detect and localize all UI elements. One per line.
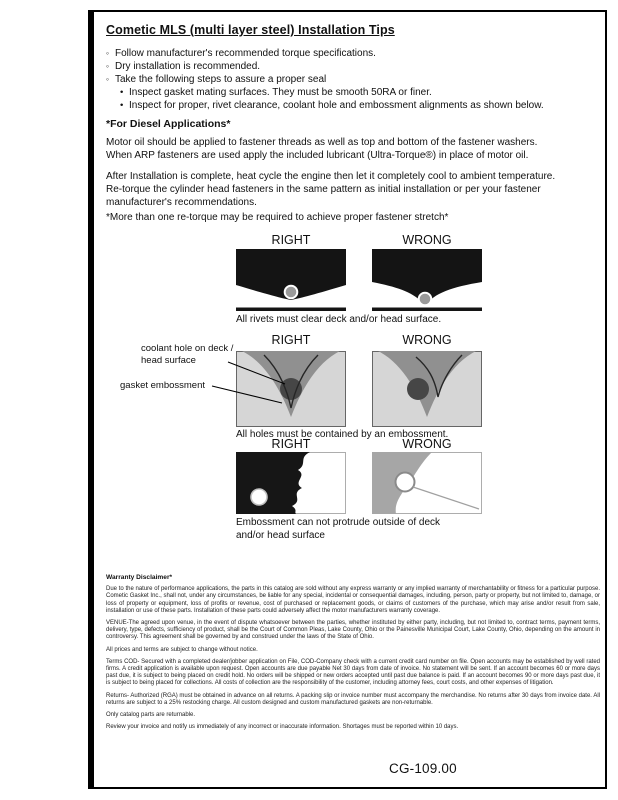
- coolant-hole-right-diagram: [236, 351, 346, 427]
- coolant-hole-label: coolant hole on deck / head surface: [141, 343, 234, 366]
- embossment-wrong-diagram: [372, 452, 482, 514]
- diesel-paragraph-1: Motor oil should be applied to fastener threads as well as top and bottom of the fastener washers. When ARP fasteners are used apply the included lubricant (Ultra-Torque®) in place of motor oil.: [106, 137, 538, 161]
- diesel-applications-heading: *For Diesel Applications*: [106, 118, 231, 130]
- tip-text: Follow manufacturer's recommended torque specifications.: [115, 48, 376, 59]
- dot-bullet-icon: •: [120, 100, 124, 111]
- right-label: RIGHT: [271, 437, 311, 451]
- sub-tip-text: Inspect gasket mating surfaces. They must be smooth 50RA or finer.: [129, 87, 432, 98]
- rivet-right-diagram: [236, 249, 346, 311]
- gasket-embossment-label: gasket embossment: [120, 380, 206, 391]
- retorque-note: *More than one re-torque may be required to achieve proper fastener stretch*: [106, 212, 449, 223]
- tip-text: Take the following steps to assure a proper seal: [115, 74, 327, 85]
- sub-tips-list: [120, 86, 544, 112]
- page-border-frame: [88, 10, 607, 789]
- tip-item: [106, 73, 376, 86]
- legal-paragraph: All prices and terms are subject to change without notice.: [106, 646, 258, 653]
- legal-paragraph: Review your invoice and notify us immediately of any incorrect or inaccurate information. Shortages must be reported within 10 days.: [106, 724, 459, 731]
- wrong-label: WRONG: [402, 437, 452, 451]
- tips-list: [106, 47, 376, 86]
- page-title: Cometic MLS (multi layer steel) Installation Tips: [106, 23, 395, 37]
- embossment-right-diagram: [236, 452, 346, 514]
- warranty-disclaimer-heading: Warranty Disclaimer*: [106, 574, 173, 581]
- embossment-caption: Embossment can not protrude outside of deck and/or head surface: [236, 517, 441, 541]
- circle-bullet-icon: ◦: [106, 61, 110, 71]
- sub-tip-item: [120, 99, 544, 112]
- sub-tip-item: [120, 86, 544, 99]
- coolant-hole-wrong-diagram: [372, 351, 482, 427]
- diesel-paragraph-2: After Installation is complete, heat cycle the engine then let it completely cool to ambient temperature. Re-torque the cylinder head fasteners in the same pattern as initial installation or per your fastener manufacturer's recommendations.: [106, 171, 556, 208]
- dot-bullet-icon: •: [120, 87, 124, 98]
- legal-paragraph: Only catalog parts are returnable.: [106, 712, 196, 719]
- tip-item: [106, 47, 376, 60]
- sub-tip-text: Inspect for proper, rivet clearance, coolant hole and embossment alignments as shown below.: [129, 100, 544, 111]
- wrong-label: WRONG: [402, 333, 452, 347]
- holes-caption: All holes must be contained by an embossment.: [236, 429, 449, 440]
- right-label: RIGHT: [271, 233, 311, 247]
- tip-text: Dry installation is recommended.: [115, 61, 261, 72]
- document-number: CG-109.00: [389, 761, 457, 776]
- legal-paragraph: Due to the nature of performance applications, the parts in this catalog are sold without any express warranty or any implied warranty of merchantability or fitness for a particular purpose. Cometic Gasket Inc., shall not, under any circumstances, be liable for any special, incidental or consequential damages, including, person, party or property, but not limited to, damage, or loss of property or equipment, loss of profits or revenue, cost of purchased or replacement goods, or claims of customers of the purchase, which may arise and/or result from sale, installation or use of these parts. Installation of these parts could adversely affect the motor manufacturers warranty coverage.: [106, 586, 600, 614]
- legal-paragraph: VENUE-The agreed upon venue, in the event of dispute whatsoever between the parties, whether instituted by either party, including, but not limited to, contract terms, payment terms, delivery, type, defects, sufficiency of product, shall be the Court of Common Pleas, Lake County, Ohio or the Painesville Municipal Court, Lake County, Ohio, depending on the amount in controversy. This agreement shall be governed by and construed under the laws of the State of Ohio.: [106, 620, 600, 641]
- wrong-label: WRONG: [402, 233, 452, 247]
- legal-paragraph: Terms COD- Secured with a completed dealer/jobber application on File, COD-Company check with a current credit card number on file. Open accounts may be established by well rated firms. A credit application is available upon request. Open accounts are due payable Net 30 days from date of invoice. No statement will be sent. If an account becomes 60 or more days past due, it is subject to being placed on credit hold. No orders will be shipped or new orders accepted until past due balance is paid. If an account becomes 90 or more days past due, it is subject to being placed for collections. All costs of collection are the responsibility of the customer, including attorney fees, court costs, and other expenses of litigation.: [106, 658, 600, 687]
- tip-item: [106, 60, 376, 73]
- legal-paragraph: Returns- Authorized (RGA) must be obtained in advance on all returns. A packing slip or invoice number must accompany the merchandise. No returns after 30 days from invoice date. All returns are subject to a 25% restocking charge. All custom designed and custom manufactured gaskets are non-returnable.: [106, 692, 600, 706]
- rivet-wrong-diagram: [372, 249, 482, 311]
- circle-bullet-icon: ◦: [106, 74, 110, 84]
- circle-bullet-icon: ◦: [106, 48, 110, 58]
- legal-section: [106, 574, 600, 736]
- rivets-caption: All rivets must clear deck and/or head surface.: [236, 314, 442, 325]
- right-label: RIGHT: [271, 333, 311, 347]
